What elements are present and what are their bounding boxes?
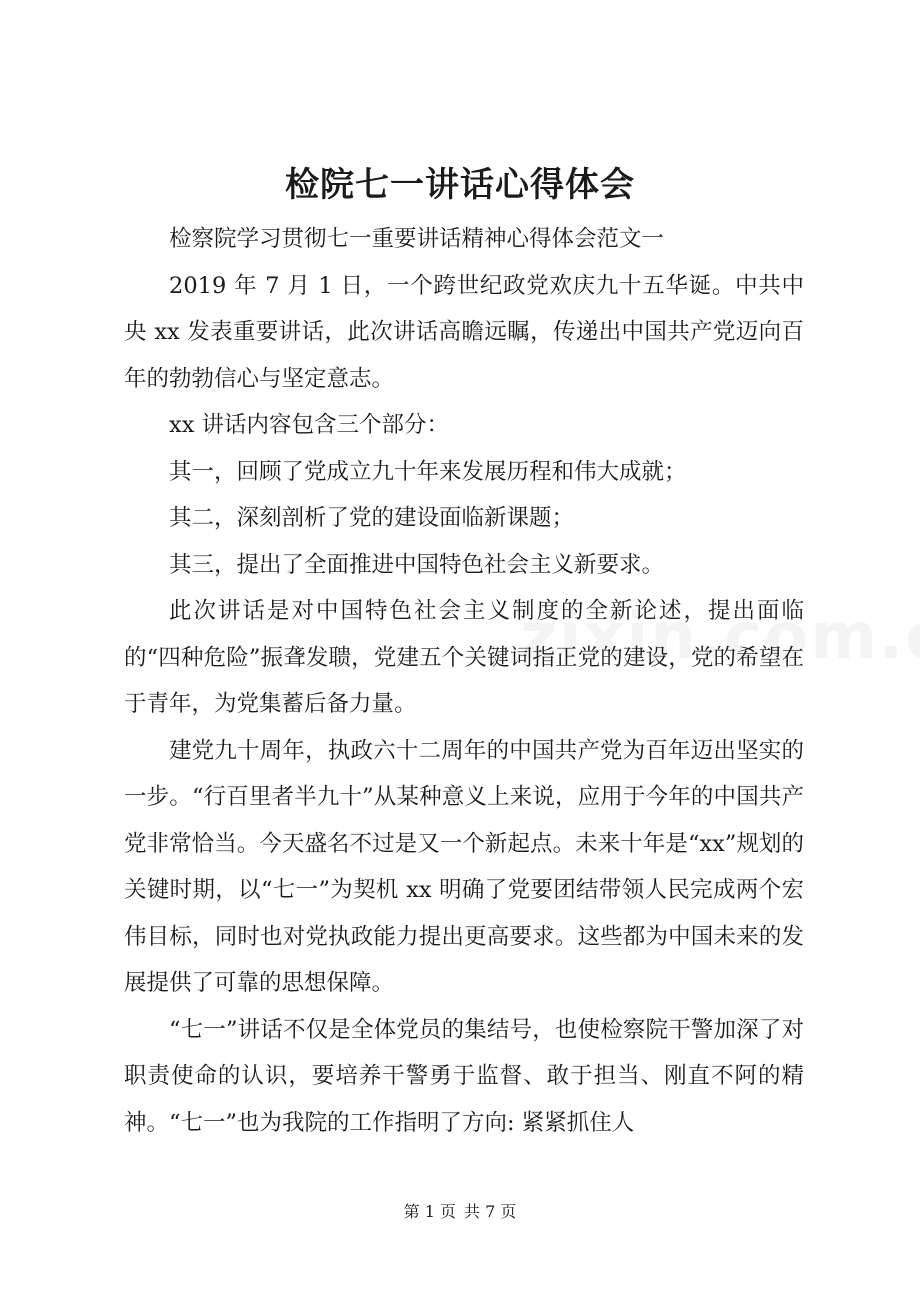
paragraph-part-two: 其二，深刻剖析了党的建设面临新课题； bbox=[169, 505, 575, 531]
page-number: 第 1 页 bbox=[403, 1202, 456, 1221]
paragraph-parts-heading: xx 讲话内容包含三个部分： bbox=[169, 412, 450, 438]
document-title: 检院七一讲话心得体会 bbox=[285, 165, 635, 205]
paragraph-analysis: 此次讲话是对中国特色社会主义制度的全新论述，提出面临的“四种危险”振聋发聩，党建五个关键词指正党的建设，党的希望在于青年，为党集蓄后备力量。 bbox=[124, 598, 804, 717]
paragraph-part-one: 其一，回顾了党成立九十年来发展历程和伟大成就； bbox=[169, 458, 687, 485]
page-total: 共 7 页 bbox=[464, 1202, 517, 1221]
paragraph-subtitle: 检察院学习贯彻七一重要讲话精神心得体会范文一 bbox=[169, 226, 665, 252]
paragraph-part-three: 其三，提出了全面推进中国特色社会主义新要求。 bbox=[169, 551, 665, 578]
page-footer bbox=[0, 1200, 920, 1224]
paragraph-procuratorate: “七一”讲话不仅是全体党员的集结号，也使检察院干警加深了对职责使命的认识，要培养干警勇于监督、敢于担当、刚直不阿的精神。“七一”也为我院的工作指明了方向: 紧紧抓住人 bbox=[124, 1016, 804, 1136]
paragraph-intro: 2019 年 7 月 1 日，一个跨世纪政党欢庆九十五华诞。中共中央 xx 发表重要讲话，此次讲话高瞻远瞩，传递出中国共产党迈向百年的勃勃信心与坚定意志。 bbox=[124, 272, 804, 392]
paragraph-anniversary: 建党九十周年，执政六十二周年的中国共产党为百年迈出坚实的一步。“行百里者半九十”从某种意义上来说，应用于今年的中国共产党非常恰当。今天盛名不过是又一个新起点。未来十年是“xx”规划的关键时期，以“七一”为契机 xx 明确了党要团结带领人民完成两个宏伟目标，同时也对党执政能力提出更高要求。这些都为中国未来的发展提供了可靠的思想保障。 bbox=[124, 737, 804, 996]
document-body bbox=[124, 216, 804, 1146]
